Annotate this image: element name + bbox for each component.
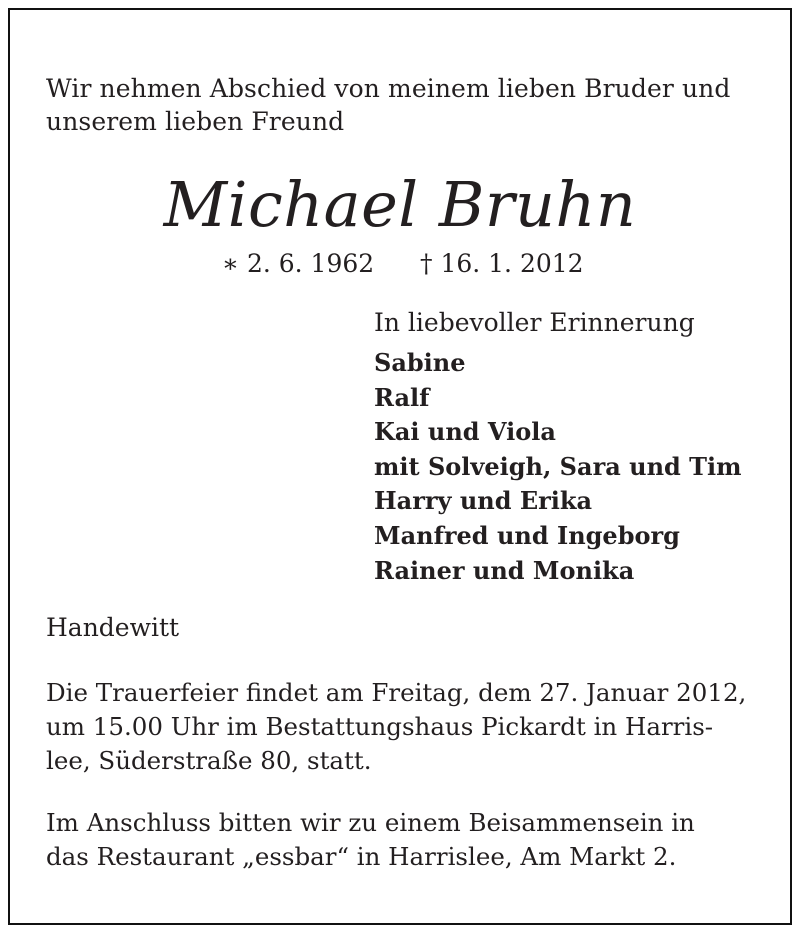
mourner-name: Ralf [374,382,430,412]
intro-line-1: Wir nehmen Abschied von meinem lieben Bruder und [46,74,731,103]
mourner-name: Kai und Viola [374,417,556,447]
place-name: Handewitt [46,613,180,642]
gathering-line-1: Im Anschluss bitten wir zu einem Beisammensein in [46,808,695,837]
memory-label: In liebevoller Erinnerung [374,308,695,337]
funeral-line-2: um 15.00 Uhr im Bestattungshaus Pickardt in Harris- [46,712,714,741]
death-date: † 16. 1. 2012 [420,249,584,278]
deceased-name: Michael Bruhn [163,168,637,241]
birth-date: ∗ 2. 6. 1962 [222,249,375,278]
mourner-name: Manfred und Ingeborg [374,520,680,550]
funeral-line-1: Die Trauerfeier findet am Freitag, dem 27. Januar 2012, [46,678,747,707]
funeral-line-3: lee, Süderstraße 80, statt. [46,746,372,775]
gathering-paragraph [46,806,758,874]
intro-line-2: unserem lieben Freund [46,107,345,136]
mourner-name: mit Solveigh, Sara und Tim [374,451,742,481]
funeral-paragraph [46,676,758,778]
intro-text [46,72,766,138]
gathering-line-2: das Restaurant „essbar“ in Harrislee, Am Markt 2. [46,842,677,871]
mourner-list [374,346,742,588]
mourner-name: Rainer und Monika [374,555,635,585]
mourner-name: Harry und Erika [374,486,593,516]
mourner-name: Sabine [374,348,466,377]
